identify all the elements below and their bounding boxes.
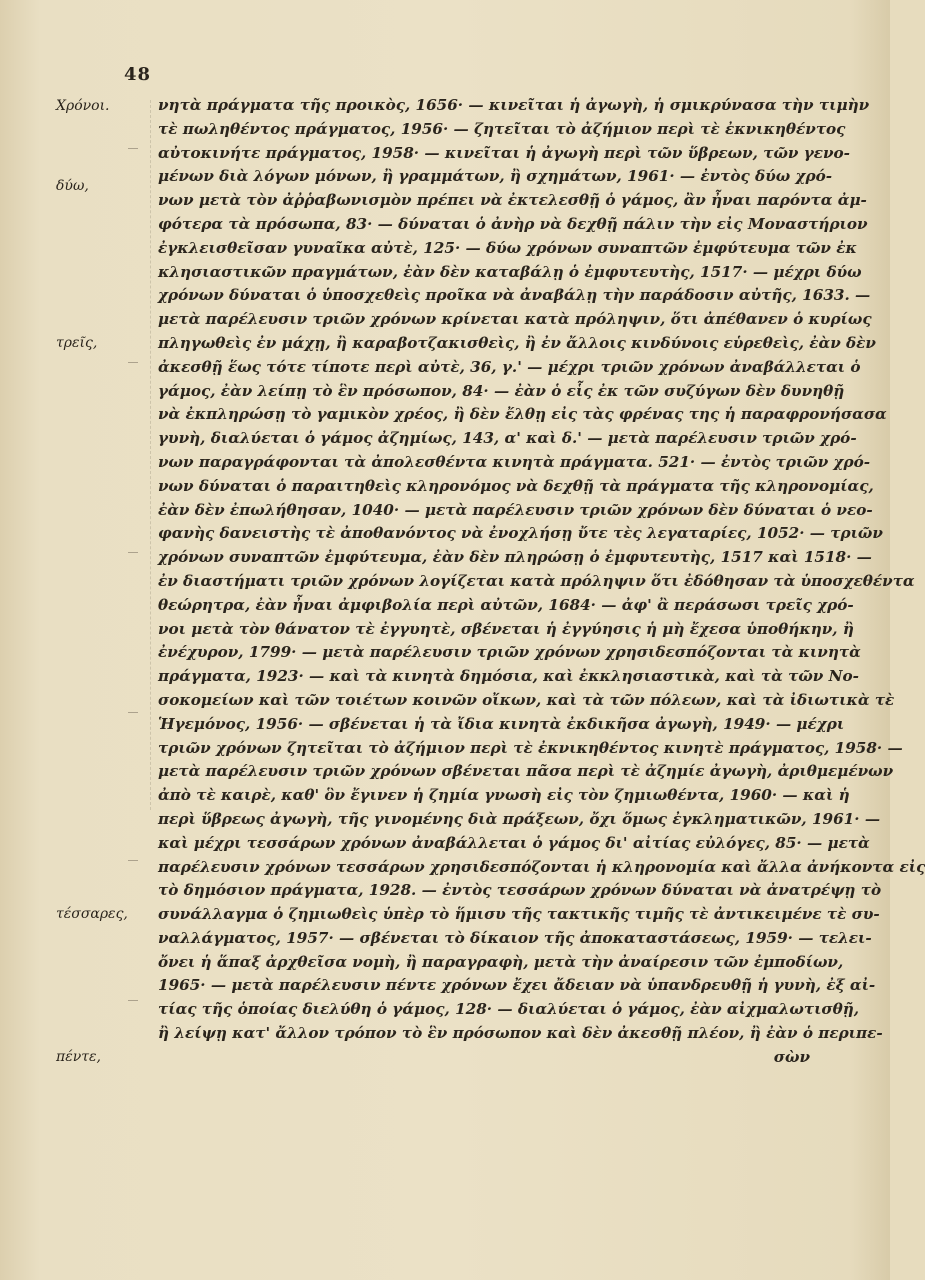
- text-line: νητὰ πράγματα τῆς προικὸς, 1656· — κινεῖται ἡ ἀγωγὴ, ἡ σμικρύνασα τὴν τιμὴν: [158, 96, 870, 114]
- text-line: τὸ δημόσιον πράγματα, 1928. — ἐντὸς τεσσάρων χρόνων δύναται νὰ ἀνατρέψῃ τὸ: [158, 881, 882, 900]
- text-line: νὰ ἐκπληρώσῃ τὸ γαμικὸν χρέος, ἢ δὲν ἔλθῃ εἰς τὰς φρένας της ἡ παραφρονήσασα: [158, 405, 887, 424]
- margin-tick: [128, 148, 138, 149]
- text-line: νων παραγράφονται τὰ ἀπολεσθέντα κινητὰ πράγματα. 521· — ἐντὸς τριῶν χρό-: [158, 452, 871, 471]
- text-line: φότερα τὰ πρόσωπα, 83· — δύναται ὁ ἀνὴρ νὰ δεχθῇ πάλιν τὴν εἰς Μοναστήριον: [158, 214, 868, 233]
- text-line: ἐν διαστήματι τριῶν χρόνων λογίζεται κατὰ πρόληψιν ὅτι ἐδόθησαν τὰ ὑποσχεθέντα: [158, 571, 915, 590]
- text-line: κλησιαστικῶν πραγμάτων, ἐὰν δὲν καταβάλῃ ὁ ἐμφυτευτὴς, 1517· — μέχρι δύω: [158, 262, 862, 281]
- margin-rule: [150, 100, 152, 810]
- page-number: 48: [124, 64, 152, 85]
- text-line: πληγωθεὶς ἐν μάχῃ, ἢ καραβοτζακισθεὶς, ἢ ἐν ἄλλοις κινδύνοις εὑρεθεὶς, ἐὰν δὲν: [158, 333, 876, 352]
- margin-tick: [128, 552, 138, 553]
- text-line: νων μετὰ τὸν ἀῤῥαβωνισμὸν πρέπει νὰ ἐκτελεσθῇ ὁ γάμος, ἂν ἦναι παρόντα ἀμ-: [158, 191, 867, 210]
- margin-note-treis: τρεῖς,: [56, 335, 98, 351]
- text-line: Ἡγεμόνος, 1956· — σβένεται ἡ τὰ ἴδια κινητὰ ἐκδικῆσα ἀγωγὴ, 1949· — μέχρι: [158, 714, 845, 733]
- text-line: ἐὰν δὲν ἐπωλήθησαν, 1040· — μετὰ παρέλευσιν τριῶν χρόνων δὲν δύναται ὁ νεο-: [158, 500, 873, 519]
- text-line: καὶ μέχρι τεσσάρων χρόνων ἀναβάλλεται ὁ γάμος δι' αἰτίας εὐλόγες, 85· — μετὰ: [158, 833, 870, 852]
- margin-note-tessares: τέσσαρες,: [56, 906, 128, 922]
- text-line: ἀκεσθῇ ἕως τότε τίποτε περὶ αὐτὲ, 36, γ.' — μέχρι τριῶν χρόνων ἀναβάλλεται ὁ: [158, 357, 861, 376]
- margin-tick: [128, 1000, 138, 1001]
- text-line: 1965· — μετὰ παρέλευσιν πέντε χρόνων ἔχει ἄδειαν νὰ ὑπανδρευθῇ ἡ γυνὴ, ἐξ αἰ-: [158, 976, 876, 995]
- catchword: σὼν: [773, 1047, 810, 1066]
- text-line: τὲ πωληθέντος πράγματος, 1956· — ζητεῖται τὸ ἀζήμιον περὶ τὲ ἐκνικηθέντος: [158, 119, 846, 138]
- text-line: ναλλάγματος, 1957· — σβένεται τὸ δίκαιον τῆς ἀποκαταστάσεως, 1959· — τελει-: [158, 928, 872, 947]
- text-line: μένων διὰ λόγων μόνων, ἢ γραμμάτων, ἢ σχημάτων, 1961· — ἐντὸς δύω χρό-: [158, 167, 832, 186]
- text-line: μετὰ παρέλευσιν τριῶν χρόνων κρίνεται κατὰ πρόληψιν, ὅτι ἀπέθανεν ὁ κυρίως: [158, 310, 872, 329]
- text-line: ἐνέχυρον, 1799· — μετὰ παρέλευσιν τριῶν χρόνων χρησιδεσπόζονται τὰ κινητὰ: [158, 643, 861, 662]
- text-line: αὐτοκινήτε πράγματος, 1958· — κινεῖται ἡ ἀγωγὴ περὶ τῶν ὕβρεων, τῶν γενο-: [158, 143, 850, 162]
- text-line: γάμος, ἐὰν λείπῃ τὸ ἓν πρόσωπον, 84· — ἐὰν ὁ εἷς ἐκ τῶν συζύγων δὲν δυνηθῇ: [158, 381, 845, 400]
- text-line: ἐγκλεισθεῖσαν γυναῖκα αὐτὲ, 125· — δύω χρόνων συναπτῶν ἐμφύτευμα τῶν ἐκ: [158, 238, 857, 257]
- text-line: σοκομείων καὶ τῶν τοιέτων κοινῶν οἴκων, καὶ τὰ τῶν πόλεων, καὶ τὰ ἰδιωτικὰ τὲ: [158, 690, 895, 709]
- text-line: παρέλευσιν χρόνων τεσσάρων χρησιδεσπόζονται ἡ κληρονομία καὶ ἄλλα ἀνήκοντα εἰς: [158, 857, 925, 876]
- margin-note-dyo: δύω,: [56, 178, 89, 194]
- text-line: τίας τῆς ὁποίας διελύθη ὁ γάμος, 128· — διαλύεται ὁ γάμος, ἐὰν αἰχμαλωτισθῇ,: [158, 1000, 860, 1019]
- text-line: χρόνων δύναται ὁ ὑποσχεθεὶς προῖκα νὰ ἀναβάλῃ τὴν παράδοσιν αὐτῆς, 1633. —: [158, 286, 871, 305]
- text-line: ἢ λείψῃ κατ' ἄλλον τρόπον τὸ ἓν πρόσωπον καὶ δὲν ἀκεσθῇ πλέον, ἢ ἐὰν ὁ περιπε-: [158, 1024, 883, 1043]
- text-line: θεώρητρα, ἐὰν ἦναι ἀμφιβολία περὶ αὐτῶν, 1684· — ἀφ' ἂ περάσωσι τρεῖς χρό-: [158, 595, 854, 614]
- margin-note-pente: πέντε,: [56, 1049, 101, 1065]
- text-line: χρόνων συναπτῶν ἐμφύτευμα, ἐὰν δὲν πληρώσῃ ὁ ἐμφυτευτὴς, 1517 καὶ 1518· —: [158, 548, 872, 567]
- text-line: ὄνει ἡ ἅπαξ ἀρχθεῖσα νομὴ, ἢ παραγραφὴ, μετὰ τὴν ἀναίρεσιν τῶν ἐμποδίων,: [158, 952, 844, 971]
- text-line: φανὴς δανειστὴς τὲ ἀποθανόντος νὰ ἐνοχλήσῃ ὔτε τὲς λεγαταρίες, 1052· — τριῶν: [158, 524, 883, 543]
- text-line: νων δύναται ὁ παραιτηθεὶς κληρονόμος νὰ δεχθῇ τὰ πράγματα τῆς κληρονομίας,: [158, 476, 874, 495]
- margin-tick: [128, 860, 138, 861]
- text-line: συνάλλαγμα ὁ ζημιωθεὶς ὑπὲρ τὸ ἥμισυ τῆς τακτικῆς τιμῆς τὲ ἀντικειμένε τὲ συ-: [158, 905, 880, 924]
- body-text: [158, 94, 925, 1070]
- margin-note-chronoi: Χρόνοι.: [56, 98, 110, 114]
- text-line: νοι μετὰ τὸν θάνατον τὲ ἐγγυητὲ, σβένεται ἡ ἐγγύησις ἡ μὴ ἔχεσα ὑποθήκην, ἢ: [158, 619, 854, 638]
- text-line: ἀπὸ τὲ καιρὲ, καθ' ὃν ἔγινεν ἡ ζημία γνωσὴ εἰς τὸν ζημιωθέντα, 1960· — καὶ ἡ: [158, 786, 850, 805]
- text-line: τριῶν χρόνων ζητεῖται τὸ ἀζήμιον περὶ τὲ ἐκνικηθέντος κινητὲ πράγματος, 1958· —: [158, 738, 903, 757]
- text-line: περὶ ὕβρεως ἀγωγὴ, τῆς γινομένης διὰ πράξεων, ὄχι ὅμως ἐγκληματικῶν, 1961· —: [158, 809, 881, 828]
- text-line: μετὰ παρέλευσιν τριῶν χρόνων σβένεται πᾶσα περὶ τὲ ἀζημίε ἀγωγὴ, ἀριθμεμένων: [158, 762, 894, 781]
- margin-tick: [128, 712, 138, 713]
- text-line: γυνὴ, διαλύεται ὁ γάμος ἀζημίως, 143, α' καὶ δ.' — μετὰ παρέλευσιν τριῶν χρό-: [158, 429, 857, 448]
- text-line: πράγματα, 1923· — καὶ τὰ κινητὰ δημόσια, καὶ ἐκκλησιαστικὰ, καὶ τὰ τῶν Νο-: [158, 667, 859, 686]
- margin-tick: [128, 362, 138, 363]
